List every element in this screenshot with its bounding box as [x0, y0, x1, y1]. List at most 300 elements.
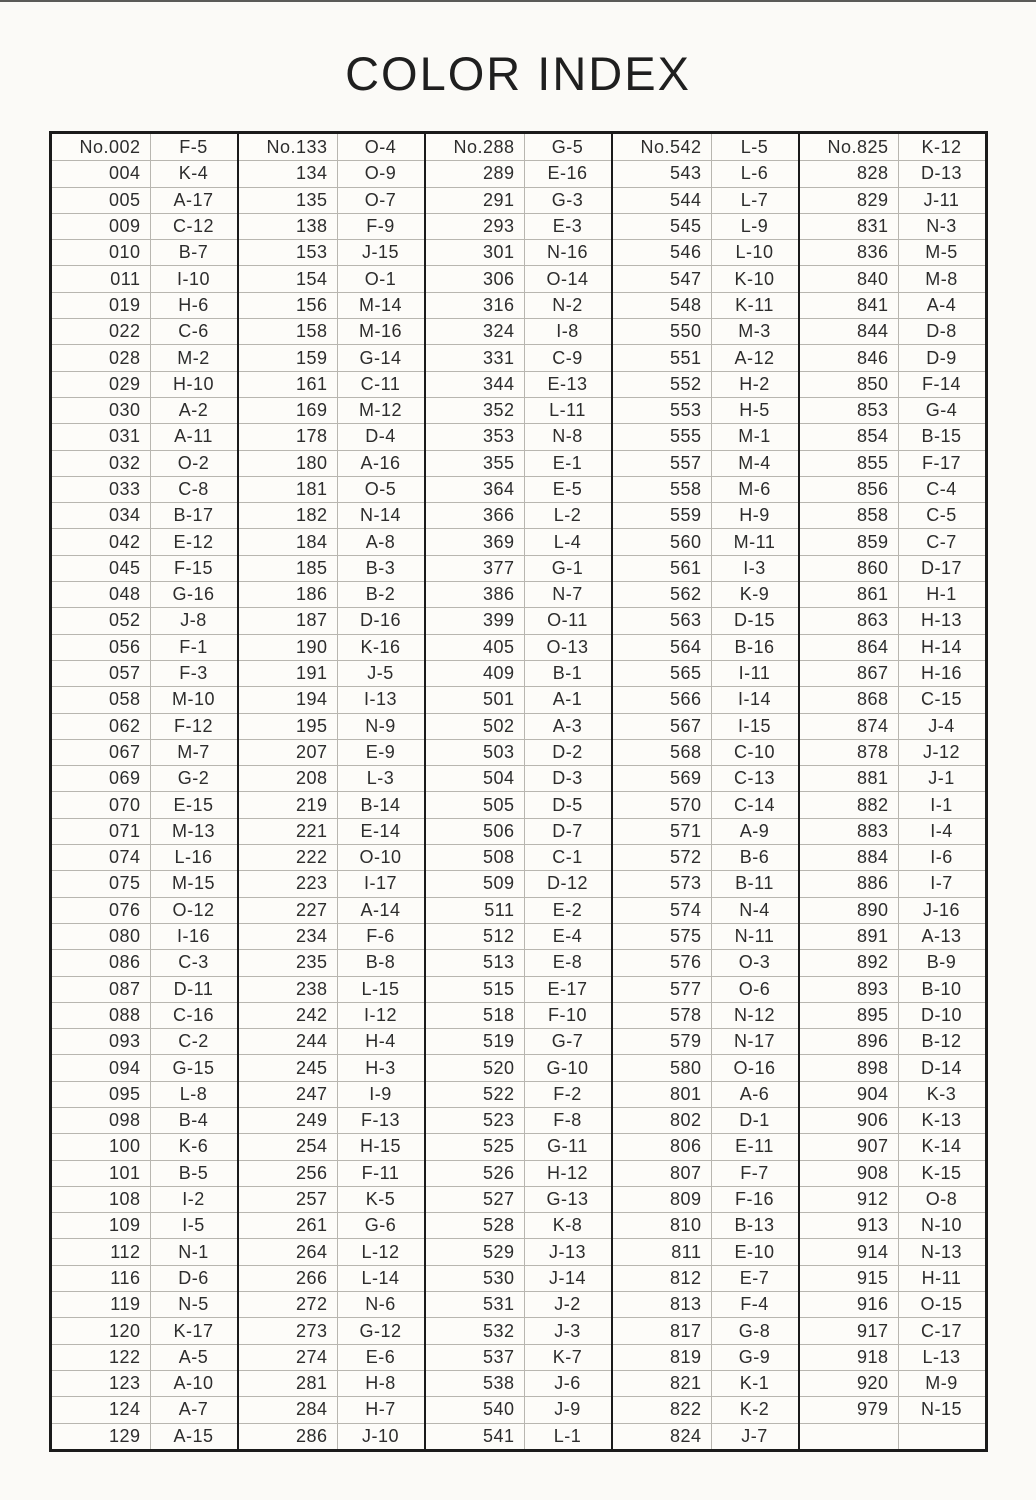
code-cell: H-14: [899, 634, 985, 660]
code-cell: A-5: [151, 1344, 237, 1370]
code-cell: N-12: [712, 1002, 798, 1028]
code-cell: M-15: [151, 870, 237, 896]
number-cell: 860: [800, 555, 899, 581]
number-cell: 979: [800, 1396, 899, 1422]
number-cell: 074: [52, 844, 151, 870]
number-cell: 881: [800, 765, 899, 791]
code-cell: B-4: [151, 1107, 237, 1133]
code-cell: C-3: [151, 949, 237, 975]
code-cell: C-5: [899, 502, 985, 528]
number-cell: 528: [426, 1212, 525, 1238]
number-cell: 093: [52, 1028, 151, 1054]
code-cell: B-14: [338, 791, 424, 817]
number-cell: 005: [52, 187, 151, 213]
code-cell: M-16: [338, 318, 424, 344]
code-cell: [899, 1423, 985, 1449]
number-cell: 010: [52, 239, 151, 265]
number-cell: 022: [52, 318, 151, 344]
code-cell: G-1: [525, 555, 611, 581]
number-cell: 029: [52, 371, 151, 397]
number-cell: 855: [800, 450, 899, 476]
code-cell: D-4: [338, 423, 424, 449]
number-cell: 915: [800, 1265, 899, 1291]
code-cell: K-1: [712, 1370, 798, 1396]
number-cell: 273: [239, 1317, 338, 1343]
code-cell: L-8: [151, 1081, 237, 1107]
number-cell: 048: [52, 581, 151, 607]
number-cell: 904: [800, 1081, 899, 1107]
number-cell: 541: [426, 1423, 525, 1449]
number-cell: 522: [426, 1081, 525, 1107]
number-cell: 161: [239, 371, 338, 397]
number-cell: 221: [239, 818, 338, 844]
number-cell: 086: [52, 949, 151, 975]
code-cell: O-15: [899, 1291, 985, 1317]
number-cell: 399: [426, 607, 525, 633]
code-cell: H-5: [712, 397, 798, 423]
code-cell: A-10: [151, 1370, 237, 1396]
code-cell: L-7: [712, 187, 798, 213]
number-cell: 286: [239, 1423, 338, 1449]
code-cell: J-4: [899, 713, 985, 739]
number-cell: 182: [239, 502, 338, 528]
code-cell: D-15: [712, 607, 798, 633]
number-cell: 558: [613, 476, 712, 502]
code-cell: E-10: [712, 1238, 798, 1264]
code-cell: M-10: [151, 686, 237, 712]
number-cell: 244: [239, 1028, 338, 1054]
code-cell: J-14: [525, 1265, 611, 1291]
number-cell: 030: [52, 397, 151, 423]
code-cell: A-4: [899, 292, 985, 318]
number-cell: 545: [613, 213, 712, 239]
code-cell: F-11: [338, 1160, 424, 1186]
code-cell: L-1: [525, 1423, 611, 1449]
number-cell: 883: [800, 818, 899, 844]
number-cell: 158: [239, 318, 338, 344]
number-cell: 502: [426, 713, 525, 739]
code-cell: C-15: [899, 686, 985, 712]
number-cell: 272: [239, 1291, 338, 1317]
number-cell: 154: [239, 265, 338, 291]
code-cell: E-16: [525, 160, 611, 186]
number-cell: 505: [426, 791, 525, 817]
number-cell: 802: [613, 1107, 712, 1133]
code-cell: F-12: [151, 713, 237, 739]
number-cell: 028: [52, 344, 151, 370]
code-cell: N-1: [151, 1238, 237, 1264]
code-cell: H-9: [712, 502, 798, 528]
code-cell: J-3: [525, 1317, 611, 1343]
number-cell: 575: [613, 923, 712, 949]
code-cell: L-16: [151, 844, 237, 870]
code-cell: E-12: [151, 528, 237, 554]
number-cell: 019: [52, 292, 151, 318]
code-cell: N-9: [338, 713, 424, 739]
code-cell: I-4: [899, 818, 985, 844]
number-cell: 571: [613, 818, 712, 844]
code-cell: A-11: [151, 423, 237, 449]
code-cell: L-13: [899, 1344, 985, 1370]
number-cell: 159: [239, 344, 338, 370]
number-cell: 508: [426, 844, 525, 870]
code-cell: B-17: [151, 502, 237, 528]
number-cell: 247: [239, 1081, 338, 1107]
number-cell: 087: [52, 976, 151, 1002]
number-cell: 531: [426, 1291, 525, 1317]
code-cell: B-3: [338, 555, 424, 581]
number-cell: No.002: [52, 134, 151, 160]
number-cell: 890: [800, 897, 899, 923]
code-cell: I-8: [525, 318, 611, 344]
number-cell: 032: [52, 450, 151, 476]
code-cell: G-11: [525, 1133, 611, 1159]
number-cell: 518: [426, 1002, 525, 1028]
number-cell: 405: [426, 634, 525, 660]
number-cell: 257: [239, 1186, 338, 1212]
code-cell: N-11: [712, 923, 798, 949]
number-cell: 895: [800, 1002, 899, 1028]
code-cell: C-8: [151, 476, 237, 502]
number-cell: 207: [239, 739, 338, 765]
number-cell: 824: [613, 1423, 712, 1449]
number-cell: 547: [613, 265, 712, 291]
number-cell: 555: [613, 423, 712, 449]
number-cell: 907: [800, 1133, 899, 1159]
code-cell: G-2: [151, 765, 237, 791]
code-cell: K-6: [151, 1133, 237, 1159]
code-cell: O-3: [712, 949, 798, 975]
number-cell: 846: [800, 344, 899, 370]
code-cell: B-15: [899, 423, 985, 449]
code-cell: D-16: [338, 607, 424, 633]
code-cell: K-5: [338, 1186, 424, 1212]
code-cell: C-1: [525, 844, 611, 870]
code-cell: G-12: [338, 1317, 424, 1343]
code-cell: B-11: [712, 870, 798, 896]
code-cell: J-8: [151, 607, 237, 633]
code-cell: B-5: [151, 1160, 237, 1186]
number-cell: 512: [426, 923, 525, 949]
number-cell: 540: [426, 1396, 525, 1422]
number-cell: No.825: [800, 134, 899, 160]
number-cell: No.133: [239, 134, 338, 160]
number-cell: 560: [613, 528, 712, 554]
number-cell: 831: [800, 213, 899, 239]
code-cell: B-10: [899, 976, 985, 1002]
number-cell: 812: [613, 1265, 712, 1291]
code-cell: L-11: [525, 397, 611, 423]
code-cell: H-10: [151, 371, 237, 397]
code-cell: M-13: [151, 818, 237, 844]
number-cell: No.542: [613, 134, 712, 160]
code-cell: H-3: [338, 1054, 424, 1080]
number-cell: 867: [800, 660, 899, 686]
number-cell: 324: [426, 318, 525, 344]
number-cell: 067: [52, 739, 151, 765]
code-cell: O-14: [525, 265, 611, 291]
number-cell: 856: [800, 476, 899, 502]
number-cell: 364: [426, 476, 525, 502]
code-cell: M-5: [899, 239, 985, 265]
code-cell: K-2: [712, 1396, 798, 1422]
number-cell: 052: [52, 607, 151, 633]
number-cell: 254: [239, 1133, 338, 1159]
code-cell: F-3: [151, 660, 237, 686]
code-cell: N-6: [338, 1291, 424, 1317]
code-cell: K-4: [151, 160, 237, 186]
number-cell: 056: [52, 634, 151, 660]
code-cell: K-16: [338, 634, 424, 660]
code-cell: M-11: [712, 528, 798, 554]
code-cell: D-3: [525, 765, 611, 791]
code-cell: D-5: [525, 791, 611, 817]
code-cell: G-10: [525, 1054, 611, 1080]
column-group: [798, 134, 985, 1449]
code-cell: H-6: [151, 292, 237, 318]
number-cell: 574: [613, 897, 712, 923]
code-cell: H-4: [338, 1028, 424, 1054]
code-cell: F-13: [338, 1107, 424, 1133]
number-cell: 284: [239, 1396, 338, 1422]
code-cell: J-6: [525, 1370, 611, 1396]
code-cell: F-7: [712, 1160, 798, 1186]
number-cell: 916: [800, 1291, 899, 1317]
number-cell: 004: [52, 160, 151, 186]
number-cell: 301: [426, 239, 525, 265]
code-cell: G-16: [151, 581, 237, 607]
number-cell: 569: [613, 765, 712, 791]
number-cell: 546: [613, 239, 712, 265]
number-cell: 355: [426, 450, 525, 476]
number-cell: 863: [800, 607, 899, 633]
code-cell: K-12: [921, 136, 962, 157]
number-cell: 513: [426, 949, 525, 975]
number-cell: 810: [613, 1212, 712, 1238]
number-cell: 124: [52, 1396, 151, 1422]
number-cell: 914: [800, 1238, 899, 1264]
number-cell: 184: [239, 528, 338, 554]
code-cell: L-14: [338, 1265, 424, 1291]
number-cell: 293: [426, 213, 525, 239]
number-cell: 548: [613, 292, 712, 318]
code-cell: N-2: [525, 292, 611, 318]
number-cell: 552: [613, 371, 712, 397]
number-cell: 058: [52, 686, 151, 712]
code-cell: C-11: [338, 371, 424, 397]
code-cell: I-2: [151, 1186, 237, 1212]
code-cell: N-3: [899, 213, 985, 239]
code-cell: H-12: [525, 1160, 611, 1186]
code-cell: H-16: [899, 660, 985, 686]
code-cell: J-13: [525, 1238, 611, 1264]
number-cell: 264: [239, 1238, 338, 1264]
code-cell: D-12: [525, 870, 611, 896]
number-cell: 100: [52, 1133, 151, 1159]
code-cell: E-13: [525, 371, 611, 397]
number-cell: 557: [613, 450, 712, 476]
number-cell: 819: [613, 1344, 712, 1370]
code-cell: J-9: [525, 1396, 611, 1422]
number-cell: 506: [426, 818, 525, 844]
number-cell: 180: [239, 450, 338, 476]
number-cell: 544: [613, 187, 712, 213]
code-cell: C-2: [151, 1028, 237, 1054]
column-group: [52, 134, 237, 1449]
code-cell: C-7: [899, 528, 985, 554]
code-cell: L-5: [740, 136, 769, 157]
code-cell: J-5: [338, 660, 424, 686]
code-cell: B-7: [151, 239, 237, 265]
code-cell: C-12: [151, 213, 237, 239]
number-cell: 886: [800, 870, 899, 896]
code-cell: E-5: [525, 476, 611, 502]
number-cell: 409: [426, 660, 525, 686]
code-cell: O-9: [338, 160, 424, 186]
code-cell: H-8: [338, 1370, 424, 1396]
code-cell: O-8: [899, 1186, 985, 1212]
code-cell: J-2: [525, 1291, 611, 1317]
code-cell: F-14: [899, 371, 985, 397]
number-cell: 266: [239, 1265, 338, 1291]
number-cell: 094: [52, 1054, 151, 1080]
number-cell: 274: [239, 1344, 338, 1370]
code-cell: E-6: [338, 1344, 424, 1370]
number-cell: 208: [239, 765, 338, 791]
number-cell: 553: [613, 397, 712, 423]
code-cell: I-3: [712, 555, 798, 581]
number-cell: 519: [426, 1028, 525, 1054]
code-cell: L-9: [712, 213, 798, 239]
code-cell: H-1: [899, 581, 985, 607]
code-cell: E-15: [151, 791, 237, 817]
code-cell: L-4: [525, 528, 611, 554]
number-cell: [800, 1423, 899, 1449]
code-cell: B-2: [338, 581, 424, 607]
number-cell: 526: [426, 1160, 525, 1186]
code-cell: L-6: [712, 160, 798, 186]
code-cell: I-10: [151, 265, 237, 291]
code-cell: G-14: [338, 344, 424, 370]
code-cell: C-9: [525, 344, 611, 370]
number-cell: 537: [426, 1344, 525, 1370]
code-cell: O-12: [151, 897, 237, 923]
code-cell: C-13: [712, 765, 798, 791]
code-cell: B-6: [712, 844, 798, 870]
number-cell: 245: [239, 1054, 338, 1080]
code-cell: M-1: [712, 423, 798, 449]
code-cell: N-14: [338, 502, 424, 528]
number-cell: 573: [613, 870, 712, 896]
code-cell: F-17: [899, 450, 985, 476]
code-cell: E-17: [525, 976, 611, 1002]
number-cell: 353: [426, 423, 525, 449]
code-cell: F-5: [179, 136, 208, 157]
number-cell: 864: [800, 634, 899, 660]
code-cell: I-15: [712, 713, 798, 739]
code-cell: C-4: [899, 476, 985, 502]
number-cell: 045: [52, 555, 151, 581]
code-cell: K-9: [712, 581, 798, 607]
code-cell: F-1: [151, 634, 237, 660]
number-cell: 504: [426, 765, 525, 791]
number-cell: 135: [239, 187, 338, 213]
code-cell: A-14: [338, 897, 424, 923]
number-cell: 806: [613, 1133, 712, 1159]
number-cell: 169: [239, 397, 338, 423]
number-cell: 108: [52, 1186, 151, 1212]
code-cell: G-7: [525, 1028, 611, 1054]
code-cell: O-11: [525, 607, 611, 633]
number-cell: 071: [52, 818, 151, 844]
number-cell: 181: [239, 476, 338, 502]
code-cell: L-2: [525, 502, 611, 528]
code-cell: N-17: [712, 1028, 798, 1054]
code-cell: K-7: [525, 1344, 611, 1370]
code-cell: M-2: [151, 344, 237, 370]
number-cell: 861: [800, 581, 899, 607]
code-cell: B-1: [525, 660, 611, 686]
number-cell: 580: [613, 1054, 712, 1080]
number-cell: 281: [239, 1370, 338, 1396]
number-cell: 080: [52, 923, 151, 949]
number-cell: 098: [52, 1107, 151, 1133]
code-cell: M-3: [712, 318, 798, 344]
number-cell: 561: [613, 555, 712, 581]
code-cell: A-12: [712, 344, 798, 370]
number-cell: 227: [239, 897, 338, 923]
number-cell: 829: [800, 187, 899, 213]
number-cell: 185: [239, 555, 338, 581]
code-cell: L-12: [338, 1238, 424, 1264]
code-cell: K-17: [151, 1317, 237, 1343]
code-cell: F-4: [712, 1291, 798, 1317]
number-cell: 120: [52, 1317, 151, 1343]
code-cell: N-4: [712, 897, 798, 923]
code-cell: M-4: [712, 450, 798, 476]
code-cell: O-13: [525, 634, 611, 660]
number-cell: 156: [239, 292, 338, 318]
number-cell: 366: [426, 502, 525, 528]
number-cell: 854: [800, 423, 899, 449]
number-cell: 563: [613, 607, 712, 633]
number-cell: 821: [613, 1370, 712, 1396]
code-cell: I-5: [151, 1212, 237, 1238]
number-cell: 503: [426, 739, 525, 765]
number-cell: 009: [52, 213, 151, 239]
code-cell: K-14: [899, 1133, 985, 1159]
code-cell: A-9: [712, 818, 798, 844]
number-cell: 234: [239, 923, 338, 949]
code-cell: H-7: [338, 1396, 424, 1422]
code-cell: N-7: [525, 581, 611, 607]
number-cell: 070: [52, 791, 151, 817]
number-cell: 564: [613, 634, 712, 660]
code-cell: G-9: [712, 1344, 798, 1370]
code-cell: D-8: [899, 318, 985, 344]
code-cell: I-7: [899, 870, 985, 896]
column-group: [237, 134, 424, 1449]
code-cell: M-8: [899, 265, 985, 291]
number-cell: 190: [239, 634, 338, 660]
number-cell: 195: [239, 713, 338, 739]
code-cell: C-16: [151, 1002, 237, 1028]
number-cell: 859: [800, 528, 899, 554]
code-cell: D-13: [899, 160, 985, 186]
number-cell: 034: [52, 502, 151, 528]
code-cell: G-3: [525, 187, 611, 213]
number-cell: 892: [800, 949, 899, 975]
